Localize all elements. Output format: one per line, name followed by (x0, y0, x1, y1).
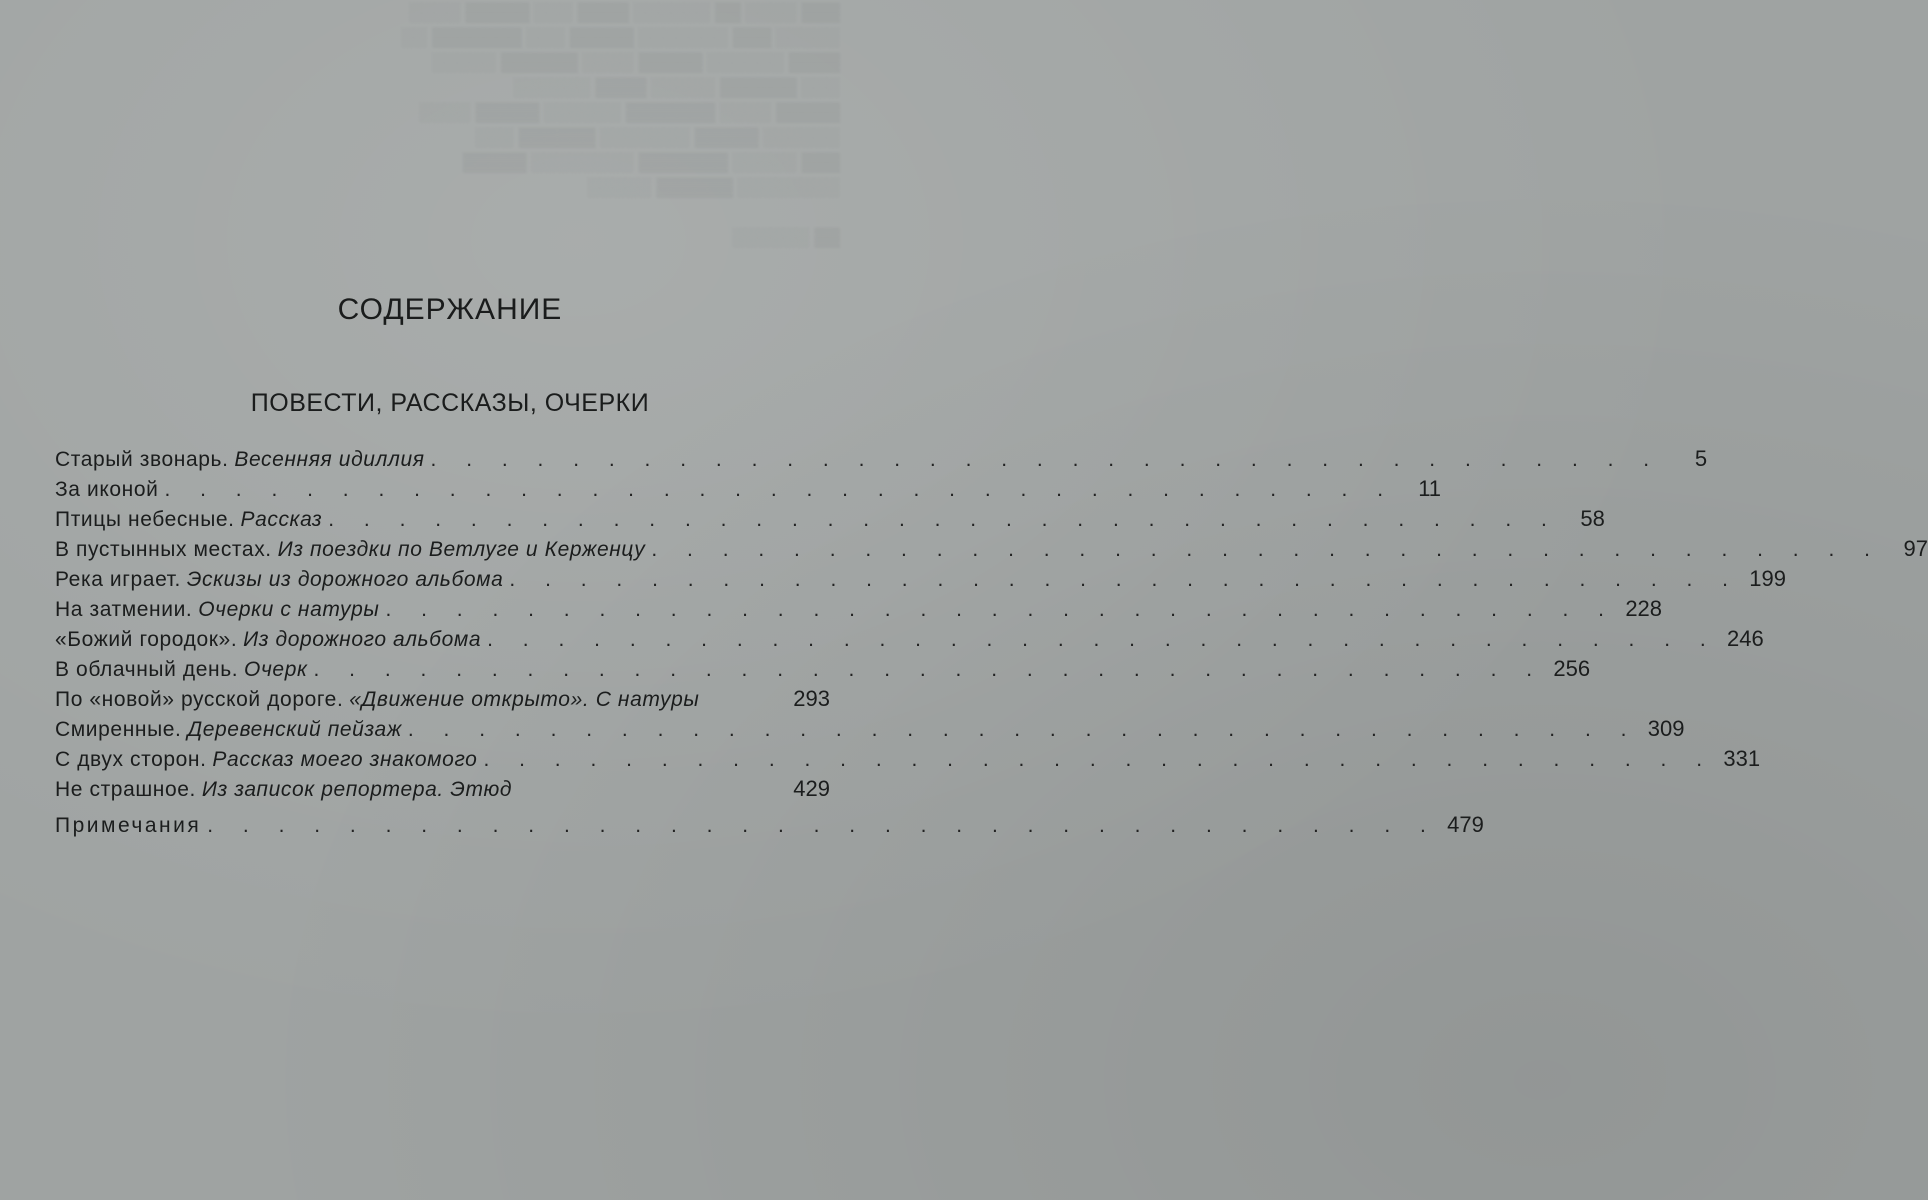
toc-entry-title (55, 595, 379, 625)
toc-entry-page: 97 (1903, 536, 1928, 561)
toc-entry-title (55, 775, 512, 805)
toc-entry-page: 256 (1553, 656, 1591, 681)
toc-entry[interactable] (55, 744, 1761, 774)
toc-entry-page: 11 (1418, 476, 1442, 501)
contents-heading: СОДЕРЖАНИЕ (337, 293, 563, 326)
toc-entry-subtitle: Рассказ моего знакомого (212, 748, 478, 771)
toc-entry-main-title: Примечания (55, 814, 202, 837)
toc-entry-subtitle: Из дорожного альбома (243, 628, 482, 651)
toc-entry-title (55, 445, 425, 475)
dot-leader: . . . . . . . . . . . . . . . . . . . . . . . . . . . . . . . . . . . (651, 538, 1882, 561)
toc-entry-page: 479 (1447, 812, 1484, 837)
toc-entry-title (55, 565, 503, 595)
toc-entry-main-title: По «новой» русской дороге. (55, 688, 344, 711)
toc-entry[interactable] (55, 684, 830, 714)
dot-leader: . . . . . . . . . . . . . . . . . . . . . . . . . . . . . . . . . . . (164, 478, 1396, 501)
dot-leader: . . . . . . . . . . . . . . . . . . . . . . . . . . . . . . . . . . . (483, 748, 1715, 771)
toc-entry-page: 331 (1723, 746, 1761, 771)
toc-entry-main-title: За иконой (55, 478, 159, 501)
toc-entry-page: 309 (1647, 716, 1685, 741)
dot-leader: . . . . . . . . . . . . . . . . . . . . . . . . . . . . . . . . . . . (509, 568, 1741, 591)
toc-entry-title (55, 811, 201, 841)
toc-entry[interactable] (55, 624, 1764, 654)
toc-entry-main-title: В пустынных местах. (55, 538, 272, 561)
toc-entry-title (55, 655, 308, 685)
toc-entry-main-title: Смиренные. (55, 718, 182, 741)
toc-entry[interactable] (55, 714, 1685, 744)
toc-entry-main-title: На затмении. (55, 598, 193, 621)
toc-entry[interactable] (55, 474, 1442, 504)
toc-entry-subtitle: Эскизы из дорожного альбома (186, 568, 504, 591)
toc-entry-main-title: «Божий городок». (55, 628, 238, 651)
toc-entry-title (55, 505, 322, 535)
toc-entry-subtitle: Из записок репортера. Этюд (201, 778, 513, 801)
toc-entry-main-title: Река играет. (55, 568, 181, 591)
toc-entry-page: 199 (1749, 566, 1787, 591)
toc-entry[interactable] (55, 774, 830, 804)
dot-leader: . . . . . . . . . . . . . . . . . . . . . . . . . . . . . . . . . . . (385, 598, 1617, 621)
table-of-contents (55, 444, 1928, 840)
bleed-through-text: ▒▒▒ ░░░░ ▒▒ ░░░░░░ ▒▒▒▒ ░░░ ▒▒▒▒▒ ░░░░ ░░░░░ ▒▒▒ ░░░░░░░ ▒▒▒▒▒ ░░░ ▒▒▒▒▒▒▒ ░░ ▒▒▒▒ ░░░░░░ ▒▒▒▒▒ ░░░░ ▒▒▒▒▒▒ ░░░░░ ░░░ ▒▒▒▒▒▒ ░░░░░ ▒▒▒▒ ░░░░░░ ▒▒▒▒▒ ░░░░ ▒▒▒▒▒▒▒ ░░░░░░ ▒▒▒▒▒ ░░░░ ░░░░░░ ▒▒▒▒▒ ░░░░░░░ ▒▒▒▒▒▒ ░░░ ▒▒▒ ░░░░░ ▒▒▒▒▒▒▒ ░░░░░░░░ ▒▒▒▒▒ ░░░░░░░░ ▒▒▒▒▒▒ ░░░░░ ▒▒ ░░░░░░ (401, 2, 840, 247)
toc-entry-title (55, 625, 481, 655)
dot-leader: . . . . . . . . . . . . . . . . . . . . . . . . . . . . . . . . . . . (207, 814, 1438, 837)
toc-entry-title (55, 715, 402, 745)
toc-entry-main-title: Птицы небесные. (55, 508, 235, 531)
toc-entry-subtitle: Очерки с натуры (198, 598, 380, 621)
toc-entry[interactable] (55, 594, 1663, 624)
toc-entry-title (55, 535, 645, 565)
toc-entry[interactable] (55, 534, 1928, 564)
toc-entry-main-title: Не страшное. (55, 778, 196, 801)
toc-entry-page: 293 (793, 686, 830, 711)
toc-entry-page: 5 (1694, 446, 1708, 471)
toc-entry-subtitle: Весенняя идиллия (234, 448, 425, 471)
toc-entry-title (55, 685, 699, 715)
toc-entry-subtitle: Рассказ (240, 508, 323, 531)
dot-leader: . . . . . . . . . . . . . . . . . . . . . . . . . . . . . . . . . . . (313, 658, 1545, 681)
toc-entry-subtitle: Очерк (244, 658, 308, 681)
toc-entry[interactable] (55, 504, 1605, 534)
dot-leader: . . . . . . . . . . . . . . . . . . . . . . . . . . . . . . . . . . . (328, 508, 1559, 531)
dot-leader: . . . . . . . . . . . . . . . . . . . . . . . . . . . . . . . . . . . (430, 448, 1662, 471)
toc-entry-subtitle: Деревенский пейзаж (187, 718, 402, 741)
toc-entry-page: 58 (1580, 506, 1605, 531)
toc-entry-title (55, 475, 158, 505)
toc-entry[interactable] (55, 444, 1708, 474)
toc-entry-notes[interactable] (55, 810, 1484, 840)
toc-entry-main-title: С двух сторон. (55, 748, 207, 771)
dot-leader: . . . . . . . . . . . . . . . . . . . . . . . . . . . . . . . . . . . (407, 718, 1639, 741)
toc-entry[interactable] (55, 654, 1591, 684)
toc-entry-subtitle: «Движение открыто». С натуры (349, 688, 700, 711)
toc-entry-main-title: Старый звонарь. (55, 448, 229, 471)
section-heading: ПОВЕСТИ, РАССКАЗЫ, ОЧЕРКИ (250, 389, 650, 417)
dot-leader: . . . . . . . . . . . . . . . . . . . . . . . . . . . . . . . . . . . (487, 628, 1718, 651)
toc-entry-subtitle: Из поездки по Ветлуге и Керженцу (277, 538, 646, 561)
toc-entry-title (55, 745, 477, 775)
toc-entry-page: 246 (1727, 626, 1764, 651)
toc-entry-main-title: В облачный день. (55, 658, 239, 681)
toc-entry-page: 429 (793, 776, 830, 801)
toc-entry[interactable] (55, 564, 1787, 594)
toc-entry-page: 228 (1625, 596, 1663, 621)
